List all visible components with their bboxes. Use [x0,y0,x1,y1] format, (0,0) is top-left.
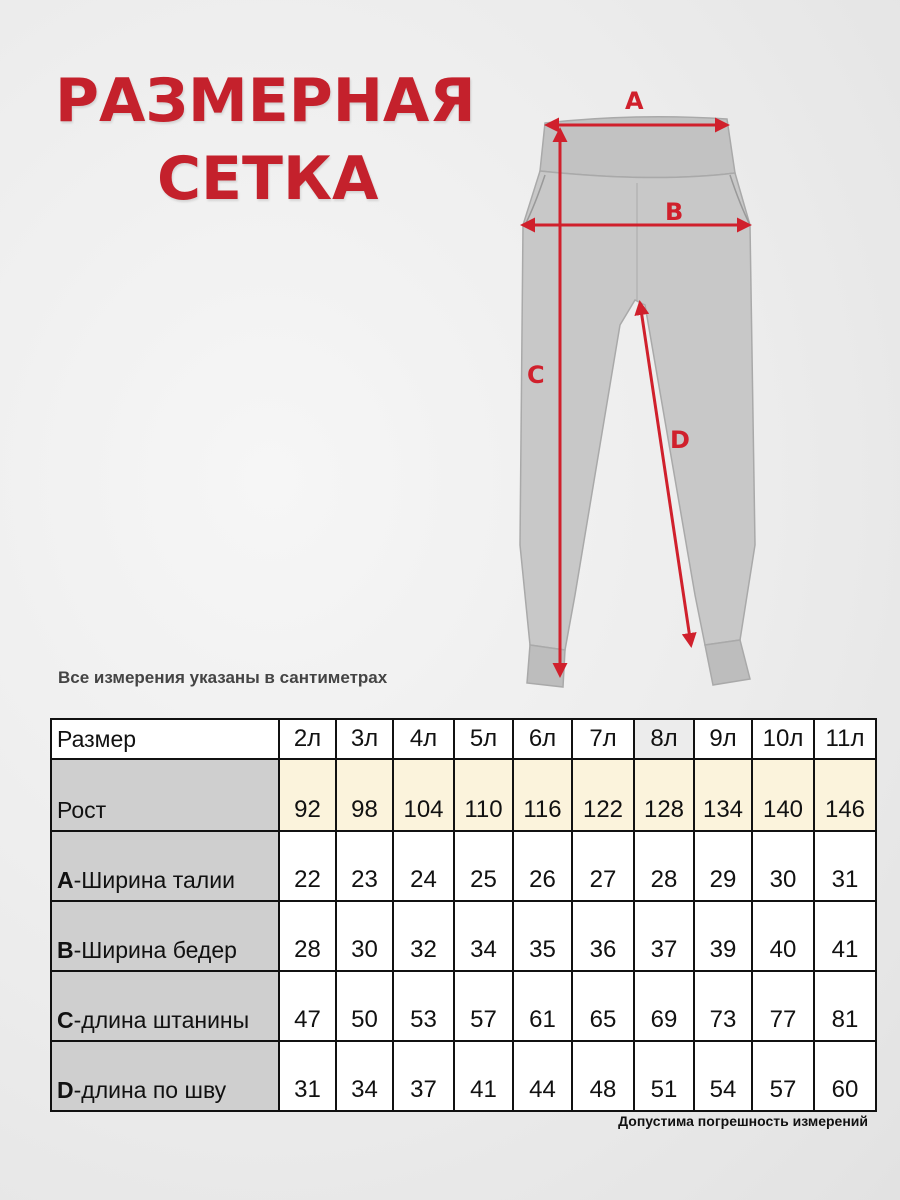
measure-label-c: C [527,361,545,389]
measurement-row-a [51,831,876,901]
size-cell: 8л [634,719,694,759]
row-label-text: -Ширина талии [73,867,235,893]
size-cell: 11л [814,719,876,759]
measurement-row-d [51,1041,876,1111]
value-cell: 41 [454,1041,513,1111]
value-cell: 40 [752,901,814,971]
value-cell: 39 [694,901,752,971]
size-cell: 6л [513,719,572,759]
value-cell: 32 [393,901,454,971]
height-cell: 134 [694,759,752,831]
value-cell: 36 [572,901,634,971]
value-cell: 44 [513,1041,572,1111]
measure-label-d: D [670,426,690,454]
value-cell: 60 [814,1041,876,1111]
value-cell: 57 [752,1041,814,1111]
height-cell: 98 [336,759,393,831]
height-cell: 104 [393,759,454,831]
measure-label-b: B [665,198,684,226]
title-line-1: РАЗМЕРНАЯ [55,66,476,136]
row-letter: C [57,1007,74,1033]
value-cell: 28 [279,901,336,971]
value-cell: 69 [634,971,694,1041]
value-cell: 54 [694,1041,752,1111]
measurement-row-b [51,901,876,971]
value-cell: 61 [513,971,572,1041]
value-cell: 48 [572,1041,634,1111]
value-cell: 35 [513,901,572,971]
height-cell: 146 [814,759,876,831]
value-cell: 81 [814,971,876,1041]
height-cell: 122 [572,759,634,831]
value-cell: 77 [752,971,814,1041]
height-cell: 110 [454,759,513,831]
value-cell: 25 [454,831,513,901]
value-cell: 34 [454,901,513,971]
size-cell: 4л [393,719,454,759]
height-cell: 128 [634,759,694,831]
value-cell: 30 [336,901,393,971]
row-label [51,1041,279,1111]
value-cell: 26 [513,831,572,901]
tolerance-note: Допустима погрешность измерений [618,1113,868,1129]
value-cell: 24 [393,831,454,901]
value-cell: 37 [393,1041,454,1111]
value-cell: 65 [572,971,634,1041]
row-label [51,901,279,971]
size-table [50,718,877,1112]
row-label [51,831,279,901]
height-cell: 140 [752,759,814,831]
value-cell: 73 [694,971,752,1041]
units-note: Все измерения указаны в сантиметрах [58,668,388,687]
row-label-text: -Ширина бедер [73,937,237,963]
value-cell: 31 [279,1041,336,1111]
height-cell: 116 [513,759,572,831]
value-cell: 53 [393,971,454,1041]
page-title [55,62,476,218]
title-line-2: СЕТКА [157,144,379,214]
value-cell: 41 [814,901,876,971]
row-letter: A [57,867,74,893]
value-cell: 30 [752,831,814,901]
size-cell: 3л [336,719,393,759]
value-cell: 29 [694,831,752,901]
size-header-label: Размер [51,719,279,759]
value-cell: 31 [814,831,876,901]
value-cell: 47 [279,971,336,1041]
height-row [51,759,876,831]
value-cell: 23 [336,831,393,901]
measure-label-a: A [625,87,644,115]
size-cell: 5л [454,719,513,759]
size-cell: 2л [279,719,336,759]
size-cell: 9л [694,719,752,759]
value-cell: 28 [634,831,694,901]
value-cell: 51 [634,1041,694,1111]
size-cell: 7л [572,719,634,759]
row-label-text: -длина штанины [73,1007,250,1033]
value-cell: 57 [454,971,513,1041]
value-cell: 27 [572,831,634,901]
value-cell: 22 [279,831,336,901]
size-cell: 10л [752,719,814,759]
row-letter: B [57,937,74,963]
height-cell: 92 [279,759,336,831]
pants-shape [520,117,755,687]
value-cell: 50 [336,971,393,1041]
size-header-row [51,719,876,759]
row-label-text: -длина по шву [73,1077,227,1103]
row-letter: D [57,1077,74,1103]
height-label: Рост [51,759,279,831]
measurement-row-c [51,971,876,1041]
value-cell: 34 [336,1041,393,1111]
pants-diagram [505,75,785,695]
row-label [51,971,279,1041]
value-cell: 37 [634,901,694,971]
